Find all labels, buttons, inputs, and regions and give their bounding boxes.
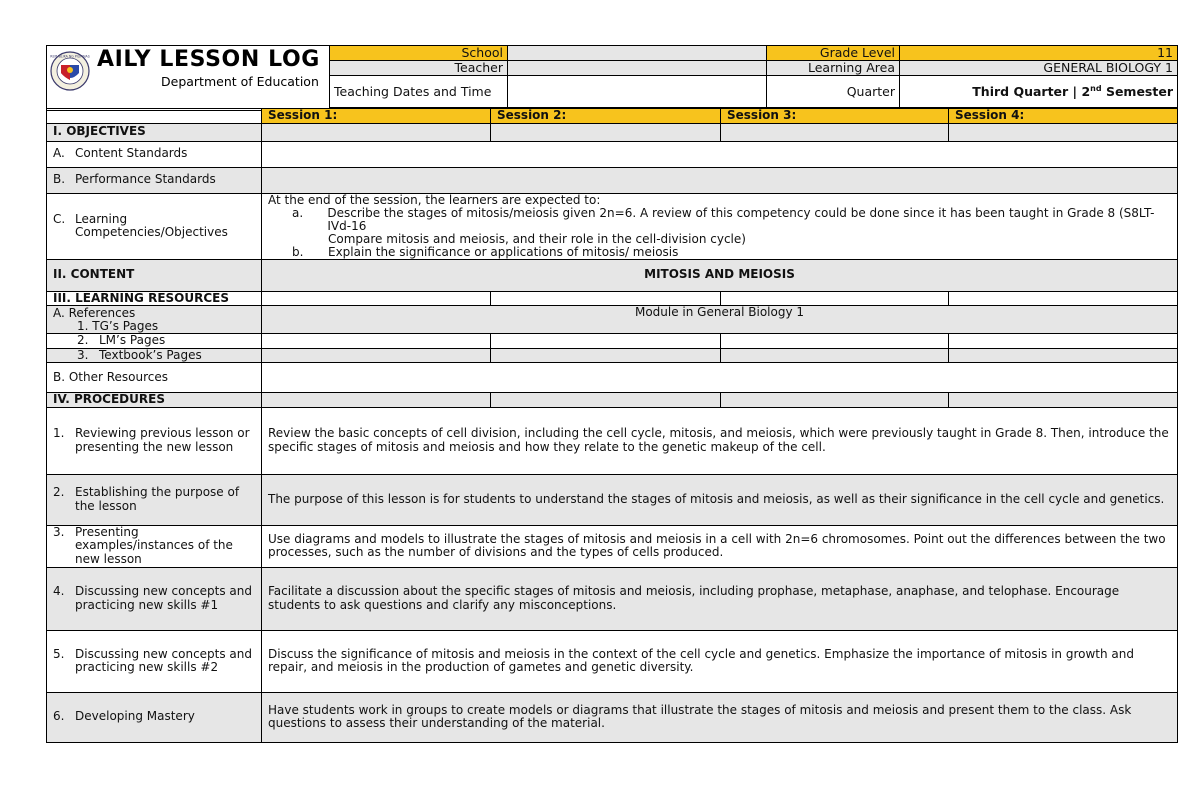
session-1-header: Session 1: [262, 109, 491, 124]
learning-resources-heading: III. LEARNING RESOURCES [47, 291, 262, 306]
learning-area-label: Learning Area [767, 61, 900, 76]
textbook-pages-num: 3. [77, 347, 89, 362]
competencies-list [268, 207, 1171, 259]
procedure-num: 3. [53, 524, 65, 539]
department-name: Department of Education [161, 74, 319, 89]
lesson-log-table [46, 108, 1178, 743]
lm-pages-cell-2[interactable] [491, 334, 721, 349]
resources-cell-2[interactable] [491, 291, 721, 306]
procedure-num: 6. [53, 709, 65, 724]
procedures-cell-3[interactable] [721, 393, 949, 408]
content-standards-field[interactable] [262, 141, 1178, 167]
performance-standards-field[interactable] [262, 167, 1178, 193]
grade-level-label: Grade Level [767, 46, 900, 61]
content-standards-text: Content Standards [75, 146, 188, 161]
seal-lettering: REPUBLIKA NG PILIPINAS [50, 54, 90, 59]
procedure-field[interactable]: Use diagrams and models to illustrate the stages of mitosis and meiosis in a cell with 2n=6 chromosomes. Point out the differences between the two processes, such as the number of divisions and the types of cells produced. [262, 525, 1178, 567]
procedures-cell-1[interactable] [262, 393, 491, 408]
performance-standards-text: Performance Standards [75, 172, 216, 187]
objectives-cell-1[interactable] [262, 123, 491, 141]
textbook-pages-cell-2[interactable] [491, 348, 721, 363]
objectives-cell-4[interactable] [949, 123, 1178, 141]
session-4-header: Session 4: [949, 109, 1178, 124]
procedure-label [47, 474, 262, 525]
competencies-intro: At the end of the session, the learners are expected to: [268, 192, 601, 207]
textbook-pages-cell-3[interactable] [721, 348, 949, 363]
procedure-field[interactable]: Facilitate a discussion about the specific stages of mitosis and meiosis, including prophase, metaphase, anaphase, and telophase. Encourage students to ask questions and clarify any misconceptions. [262, 567, 1178, 630]
performance-standards-num: B. [53, 172, 66, 187]
quarter-label: Quarter [767, 76, 900, 108]
procedure-title: Discussing new concepts and practicing new skills #1 [75, 584, 253, 612]
procedure-label [47, 407, 262, 474]
procedures-cell-4[interactable] [949, 393, 1178, 408]
competency-item [268, 207, 1171, 233]
content-standards-label [47, 141, 262, 167]
competencies-label [47, 193, 262, 259]
teaching-dates-label: Teaching Dates and Time [330, 76, 508, 108]
references-label [47, 306, 262, 334]
lesson-log-header [46, 45, 1177, 111]
objectives-heading: I. OBJECTIVES [47, 123, 262, 141]
references-text: A. References [53, 305, 136, 320]
session-3-header: Session 3: [721, 109, 949, 124]
resources-cell-4[interactable] [949, 291, 1178, 306]
competencies-num: C. [53, 211, 66, 226]
resources-cell-1[interactable] [262, 291, 491, 306]
competency-item [268, 233, 1171, 246]
competency-letter [268, 233, 316, 246]
performance-standards-label [47, 167, 262, 193]
procedure-num: 4. [53, 584, 65, 598]
resources-cell-3[interactable] [721, 291, 949, 306]
procedure-label [47, 525, 262, 567]
procedures-cell-2[interactable] [491, 393, 721, 408]
procedures-heading: IV. PROCEDURES [47, 393, 262, 408]
procedure-label [47, 692, 262, 742]
teacher-field[interactable] [508, 61, 767, 76]
objectives-cell-3[interactable] [721, 123, 949, 141]
session-2-header: Session 2: [491, 109, 721, 124]
content-heading: II. CONTENT [47, 259, 262, 291]
competencies-field[interactable] [262, 193, 1178, 259]
lm-pages-label [47, 334, 262, 349]
procedure-field[interactable]: The purpose of this lesson is for students to understand the stages of mitosis and meiosis, as well as their significance in the cell cycle and genetics. [262, 474, 1178, 525]
lm-pages-cell-4[interactable] [949, 334, 1178, 349]
procedure-num: 1. [53, 426, 65, 440]
procedure-field[interactable]: Have students work in groups to create models or diagrams that illustrate the stages of mitosis and meiosis and present them to the class. Ask questions to assess their understanding of the material. [262, 692, 1178, 742]
procedure-title: Discussing new concepts and practicing new skills #2 [75, 646, 253, 674]
procedure-num: 2. [53, 485, 65, 499]
objectives-cell-2[interactable] [491, 123, 721, 141]
content-field[interactable]: MITOSIS AND MEIOSIS [262, 259, 1178, 291]
competency-text: Explain the significance or applications of mitosis/ meiosis [328, 244, 679, 259]
tg-pages-text: 1. TG’s Pages [77, 318, 159, 333]
procedure-field[interactable]: Discuss the significance of mitosis and meiosis in the context of the cell cycle and genetics. Emphasize the importance of mitosis in growth and repair, and meiosis in the production of gametes and genetic diversity. [262, 630, 1178, 692]
teaching-dates-field[interactable] [508, 76, 767, 108]
session-header-blank [47, 109, 262, 124]
competency-letter: a. [292, 205, 304, 220]
lm-pages-text: LM’s Pages [99, 333, 166, 347]
references-field[interactable]: Module in General Biology 1 [262, 306, 1178, 334]
competency-text: Compare mitosis and meiosis, and their role in the cell-division cycle) [328, 231, 746, 246]
deped-seal-icon [50, 51, 90, 91]
quarter-field[interactable] [900, 76, 1178, 108]
competency-letter: b. [292, 244, 304, 259]
procedure-title: Reviewing previous lesson or presenting the new lesson [75, 426, 250, 454]
lm-pages-cell-1[interactable] [262, 334, 491, 349]
procedure-num: 5. [53, 646, 65, 661]
procedure-title: Developing Mastery [75, 709, 195, 724]
textbook-pages-cell-4[interactable] [949, 348, 1178, 363]
title-block [46, 45, 330, 111]
competency-item [268, 246, 1171, 259]
learning-area-field[interactable]: GENERAL BIOLOGY 1 [900, 61, 1178, 76]
school-field[interactable] [508, 46, 767, 61]
teacher-label: Teacher [330, 61, 508, 76]
procedure-field[interactable]: Review the basic concepts of cell division, including the cell cycle, mitosis, and meiosis, which were previously taught in Grade 8. Then, introduce the specific stages of mitosis and meiosis and how they relate to the genetic makeup of the cell. [262, 407, 1178, 474]
other-resources-label: B. Other Resources [47, 363, 262, 393]
textbook-pages-label [47, 348, 262, 363]
procedure-title: Establishing the purpose of the lesson [75, 485, 240, 513]
procedure-title: Presenting examples/instances of the new lesson [75, 524, 233, 566]
competency-text: Describe the stages of mitosis/meiosis given 2n=6. A review of this competency could be done since it has been taught in Grade 8 (S8LT-IVd-16 [327, 205, 1155, 233]
school-label: School [330, 46, 508, 61]
lm-pages-cell-3[interactable] [721, 334, 949, 349]
quarter-semester: Semester [1101, 83, 1173, 99]
textbook-pages-cell-1[interactable] [262, 348, 491, 363]
quarter-value: Third Quarter | 2 [972, 83, 1091, 99]
procedure-label [47, 630, 262, 692]
other-resources-field[interactable] [262, 363, 1178, 393]
info-table [329, 45, 1178, 108]
grade-level-field[interactable]: 11 [900, 46, 1178, 61]
content-standards-num: A. [53, 146, 65, 161]
competencies-text: Learning Competencies/Objectives [75, 211, 228, 239]
procedure-label [47, 567, 262, 630]
textbook-pages-text: Textbook’s Pages [99, 347, 202, 362]
quarter-ordinal: nd [1090, 83, 1102, 93]
lm-pages-num: 2. [77, 333, 89, 347]
page-title: AILY LESSON LOG [97, 47, 320, 72]
